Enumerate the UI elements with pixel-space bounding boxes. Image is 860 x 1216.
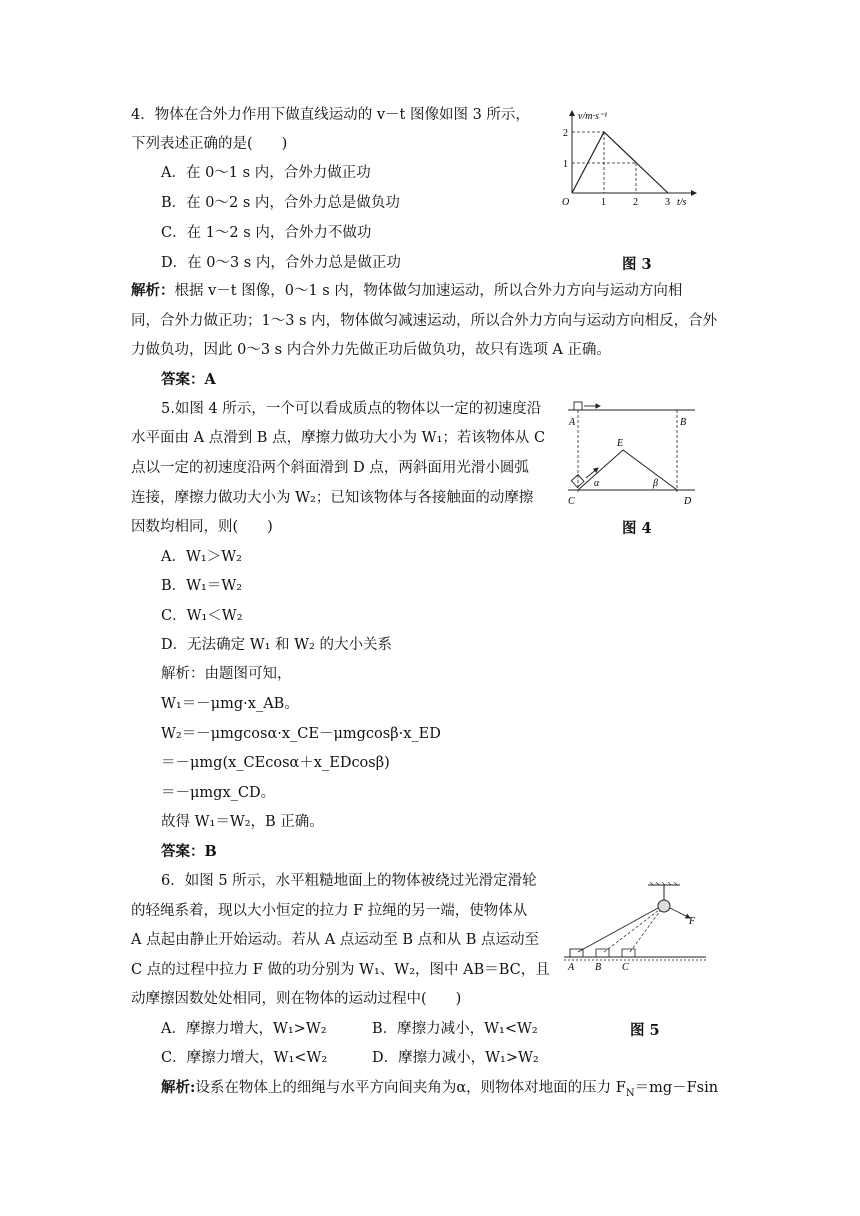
q6-stem-line-1: 6．如图 5 所示，水平粗糙地面上的物体被绕过光滑定滑轮: [161, 873, 537, 889]
q4-option-c: C．在 1～2 s 内，合外力不做功: [161, 225, 372, 241]
q5-option-c: C．W₁＜W₂: [161, 608, 243, 624]
fig4-label-alpha: α: [594, 478, 600, 489]
q5-analysis-line-6: 故得 W₁＝W₂，B 正确。: [161, 814, 324, 830]
fig3-x-tick-3: 3: [665, 197, 670, 208]
fig3-x-label: t/s: [677, 197, 687, 208]
q6-option-a: A．摩擦力增大，W₁>W₂: [161, 1021, 327, 1037]
fig3-y-tick-1: 1: [563, 159, 568, 170]
q6-analysis-tail: ＝mg－Fsin: [634, 1080, 719, 1096]
q4-answer: 答案：A: [161, 371, 216, 388]
fig4-label-beta: β: [653, 478, 658, 489]
figure-4-slopes: [560, 396, 700, 512]
q4-stem-line-1: 4．物体在合外力作用下做直线运动的 v－t 图像如图 3 所示，: [131, 107, 530, 123]
q6-analysis-line-1: [161, 1078, 718, 1104]
q6-option-b: B．摩擦力减小，W₁<W₂: [372, 1021, 538, 1037]
q6-option-c: C．摩擦力增大，W₁<W₂: [161, 1050, 328, 1066]
fig4-label-e: E: [617, 438, 624, 449]
fig4-label-b: B: [680, 417, 687, 428]
q5-analysis-line-3: W₂＝－μmgcosα·x_CE－μmgcosβ·x_ED: [161, 726, 441, 742]
q4-option-d: D．在 0～3 s 内，合外力总是做正功: [161, 255, 401, 271]
q5-option-d: D．无法确定 W₁ 和 W₂ 的大小关系: [161, 637, 392, 653]
q4-option-b: B．在 0～2 s 内，合外力总是做负功: [161, 195, 400, 211]
q5-analysis-line-2: W₁＝－μmg·x_AB。: [161, 696, 299, 712]
q6-stem-line-4: C 点的过程中拉力 F 做的功分别为 W₁、W₂，图中 AB＝BC，且: [131, 962, 550, 978]
q5-option-b: B．W₁＝W₂: [161, 578, 243, 594]
q5-analysis-line-4: ＝－μmg(x_CEcosα＋x_EDcosβ): [161, 755, 390, 771]
fig3-x-tick-1: 1: [601, 197, 606, 208]
q4-stem-line-2: 下列表述正确的是( ): [131, 136, 288, 152]
fig5-label-f: F: [689, 916, 696, 927]
q6-stem-line-2: 的轻绳系着，现以大小恒定的拉力 F 拉绳的另一端，使物体从: [131, 903, 528, 919]
q5-answer: 答案：B: [161, 843, 217, 860]
q6-analysis-label: 解析:: [161, 1079, 196, 1096]
figure-3-caption: 图 3: [622, 256, 652, 273]
fig5-label-a: A: [568, 962, 575, 973]
q5-analysis-line-5: ＝－μmgx_CD。: [161, 785, 276, 801]
fig4-label-a: A: [569, 417, 576, 428]
q4-analysis-line-3: 力做负功，因此 0～3 s 内合外力先做正功后做负功，故只有选项 A 正确。: [131, 342, 611, 358]
fig5-label-c: C: [622, 962, 629, 973]
figure-5-pulley: [560, 882, 710, 978]
q5-analysis-line-1: 解析：由题图可知，: [161, 666, 292, 682]
q4-analysis-text-1: 根据 v－t 图像，0～1 s 内，物体做匀加速运动，所以合外力方向与运动方向相: [174, 283, 683, 299]
q5-stem-line-5: 因数均相同，则( ): [131, 519, 273, 535]
q4-analysis-line-1: [131, 281, 682, 301]
q6-stem-line-3: A 点起由静止开始运动。若从 A 点运动至 B 点和从 B 点运动至: [131, 932, 540, 948]
fig3-origin: O: [562, 197, 570, 208]
fig3-y-label: v/m·s⁻¹: [578, 111, 608, 122]
figure-5-caption: 图 5: [630, 1022, 660, 1039]
q4-analysis-label: 解析：: [131, 282, 175, 299]
fig3-y-tick-2: 2: [563, 128, 568, 139]
fig4-label-c: C: [568, 496, 575, 507]
fig5-label-b: B: [595, 962, 602, 973]
q5-stem-line-2: 水平面由 A 点滑到 B 点，摩擦力做功大小为 W₁；若该物体从 C: [131, 430, 546, 446]
q5-stem-line-4: 连接，摩擦力做功大小为 W₂；已知该物体与各接触面的动摩擦: [131, 490, 534, 506]
fig4-label-d: D: [684, 496, 692, 507]
q6-analysis-text: 设系在物体上的细绳与水平方向间夹角为α，则物体对地面的压力 F: [195, 1080, 626, 1096]
q6-stem-line-5: 动摩擦因数处处相同，则在物体的运动过程中( ): [131, 991, 462, 1007]
q5-stem-line-3: 点以一定的初速度沿两个斜面滑到 D 点，两斜面用光滑小圆弧: [131, 460, 529, 476]
figure-4-caption: 图 4: [622, 520, 652, 537]
q6-analysis-subscript: N: [625, 1087, 635, 1099]
q4-option-a: A．在 0～1 s 内，合外力做正功: [161, 165, 371, 181]
q6-option-d: D．摩擦力减小，W₁>W₂: [372, 1050, 539, 1066]
q4-analysis-line-2: 同，合外力做正功；1～3 s 内，物体做匀减速运动，所以合外力方向与运动方向相反，合外: [131, 313, 718, 329]
q5-option-a: A．W₁＞W₂: [161, 549, 242, 565]
q5-stem-line-1: 5.如图 4 所示，一个可以看成质点的物体以一定的初速度沿: [161, 401, 542, 417]
fig3-x-tick-2: 2: [633, 197, 638, 208]
figure-3-vt-graph: [558, 105, 708, 215]
